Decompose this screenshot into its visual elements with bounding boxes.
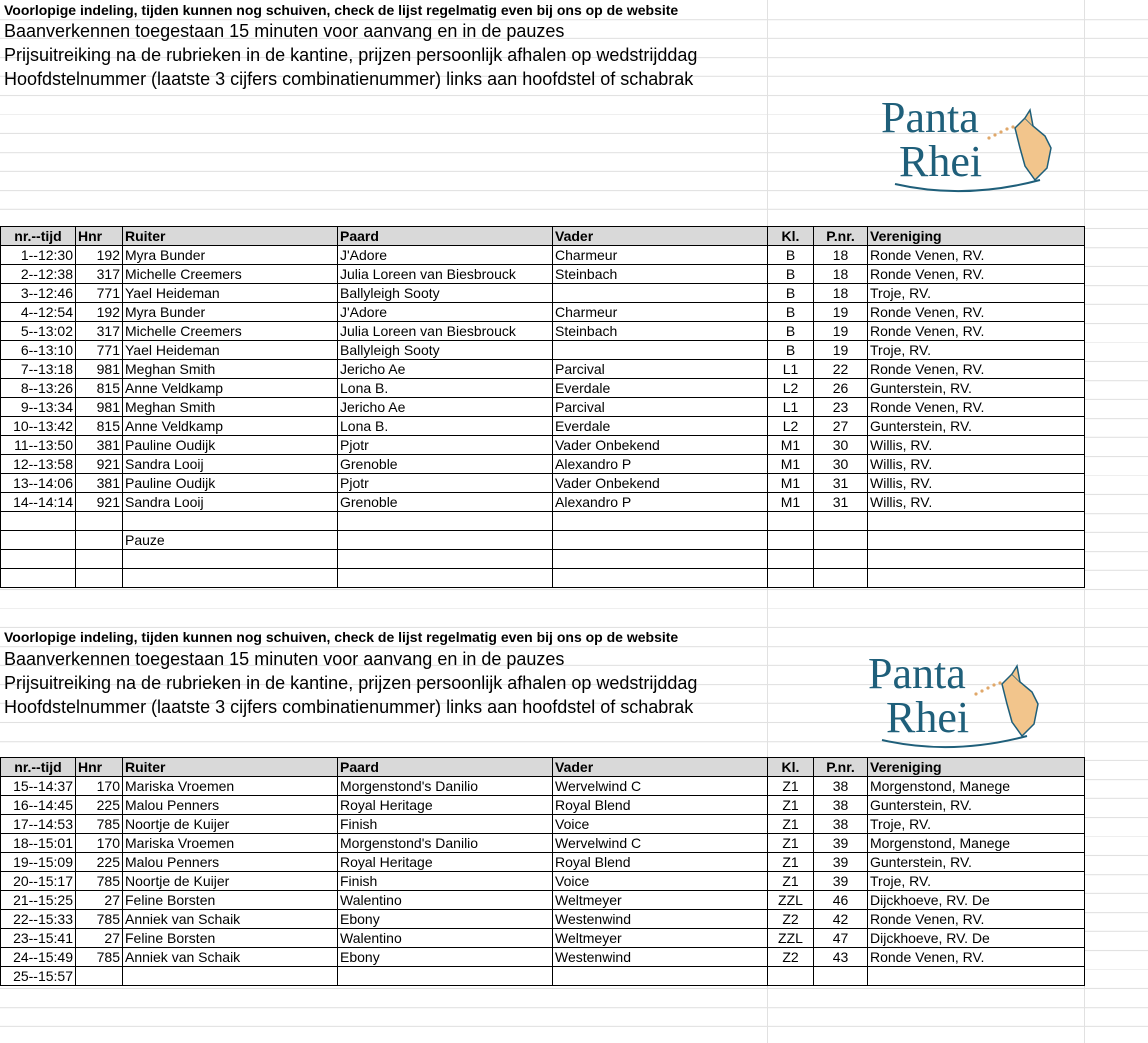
cell-paard — [338, 569, 553, 588]
cell-nr-tijd: 8--13:26 — [1, 379, 76, 398]
cell-nr-tijd — [1, 569, 76, 588]
logo-word-panta: Panta — [881, 93, 979, 142]
cell-klasse: Z1 — [768, 796, 814, 815]
cell-proefnummer: 30 — [814, 455, 868, 474]
cell-ruiter: Meghan Smith — [123, 398, 338, 417]
cell-paard: Walentino — [338, 891, 553, 910]
cell-proefnummer — [814, 550, 868, 569]
cell-hnr: 192 — [76, 246, 123, 265]
cell-paard: Pjotr — [338, 474, 553, 493]
cell-vader: Vader Onbekend — [553, 436, 768, 455]
cell-vader: Voice — [553, 872, 768, 891]
cell-proefnummer: 27 — [814, 417, 868, 436]
cell-klasse — [768, 967, 814, 986]
cell-paard: Finish — [338, 815, 553, 834]
cell-vader: Charmeur — [553, 303, 768, 322]
table-row — [1, 284, 1085, 303]
cell-vader — [553, 512, 768, 531]
cell-proefnummer: 19 — [814, 303, 868, 322]
table-row — [1, 815, 1085, 834]
table-row — [1, 455, 1085, 474]
cell-vereniging: Dijckhoeve, RV. De — [868, 891, 1085, 910]
cell-ruiter: Mariska Vroemen — [123, 834, 338, 853]
cell-proefnummer: 18 — [814, 246, 868, 265]
table-row — [1, 379, 1085, 398]
cell-proefnummer: 30 — [814, 436, 868, 455]
cell-ruiter: Anne Veldkamp — [123, 417, 338, 436]
cell-vader: Weltmeyer — [553, 929, 768, 948]
cell-vereniging: Troje, RV. — [868, 284, 1085, 303]
cell-paard: Ebony — [338, 948, 553, 967]
cell-paard: Jericho Ae — [338, 360, 553, 379]
panta-rhei-logo — [875, 88, 1065, 193]
cell-nr-tijd: 15--14:37 — [1, 777, 76, 796]
cell-ruiter: Noortje de Kuijer — [123, 872, 338, 891]
header-row — [1, 758, 1085, 777]
cell-klasse: M1 — [768, 493, 814, 512]
cell-hnr — [76, 550, 123, 569]
cell-hnr: 815 — [76, 379, 123, 398]
cell-klasse: L2 — [768, 417, 814, 436]
table-row — [1, 322, 1085, 341]
column-header-paard: Paard — [338, 758, 553, 777]
cell-vereniging — [868, 550, 1085, 569]
cell-proefnummer: 26 — [814, 379, 868, 398]
cell-nr-tijd: 11--13:50 — [1, 436, 76, 455]
cell-ruiter: Myra Bunder — [123, 303, 338, 322]
cell-vader: Parcival — [553, 398, 768, 417]
cell-paard: Royal Heritage — [338, 853, 553, 872]
cell-vereniging: Morgenstond, Manege — [868, 834, 1085, 853]
cell-hnr: 225 — [76, 853, 123, 872]
cell-paard: Ebony — [338, 910, 553, 929]
cell-vereniging: Gunterstein, RV. — [868, 796, 1085, 815]
cell-proefnummer: 39 — [814, 834, 868, 853]
cell-nr-tijd: 16--14:45 — [1, 796, 76, 815]
cell-klasse: Z1 — [768, 872, 814, 891]
cell-vereniging: Ronde Venen, RV. — [868, 246, 1085, 265]
table-row — [1, 265, 1085, 284]
cell-proefnummer: 42 — [814, 910, 868, 929]
cell-vader: Vader Onbekend — [553, 474, 768, 493]
cell-ruiter: Feline Borsten — [123, 891, 338, 910]
cell-klasse: B — [768, 246, 814, 265]
cell-vader: Weltmeyer — [553, 891, 768, 910]
panta-rhei-logo — [862, 644, 1052, 749]
cell-ruiter — [123, 550, 338, 569]
table-row — [1, 531, 1085, 550]
info-line-2: Prijsuitreiking na de rubrieken in de kantine, prijzen persoonlijk afhalen op wedstrijddag — [4, 45, 698, 65]
column-header-vader: Vader — [553, 758, 768, 777]
schedule-table-1 — [0, 226, 1085, 588]
cell-nr-tijd: 21--15:25 — [1, 891, 76, 910]
cell-hnr: 317 — [76, 322, 123, 341]
cell-paard — [338, 967, 553, 986]
column-header-hnr: Hnr — [76, 227, 123, 246]
cell-vader: Westenwind — [553, 910, 768, 929]
cell-paard — [338, 512, 553, 531]
cell-paard: Walentino — [338, 929, 553, 948]
cell-ruiter — [123, 512, 338, 531]
info-line-3: Hoofdstelnummer (laatste 3 cijfers combinatienummer) links aan hoofdstel of schabrak — [4, 697, 694, 717]
schedule-table-2 — [0, 757, 1085, 986]
info-line-2: Prijsuitreiking na de rubrieken in de kantine, prijzen persoonlijk afhalen op wedstrijddag — [4, 673, 698, 693]
cell-vereniging: Gunterstein, RV. — [868, 379, 1085, 398]
cell-proefnummer: 38 — [814, 777, 868, 796]
column-header-klasse: Kl. — [768, 227, 814, 246]
cell-proefnummer: 39 — [814, 853, 868, 872]
table-row — [1, 246, 1085, 265]
cell-proefnummer: 22 — [814, 360, 868, 379]
cell-vereniging: Morgenstond, Manege — [868, 777, 1085, 796]
cell-proefnummer: 19 — [814, 322, 868, 341]
cell-klasse: Z1 — [768, 853, 814, 872]
cell-hnr: 27 — [76, 929, 123, 948]
info-line-3: Hoofdstelnummer (laatste 3 cijfers combinatienummer) links aan hoofdstel of schabrak — [4, 69, 694, 89]
cell-paard: Morgenstond's Danilio — [338, 834, 553, 853]
column-header-vereniging: Vereniging — [868, 227, 1085, 246]
cell-ruiter: Yael Heideman — [123, 341, 338, 360]
cell-paard: Julia Loreen van Biesbrouck — [338, 322, 553, 341]
cell-nr-tijd: 25--15:57 — [1, 967, 76, 986]
cell-nr-tijd: 5--13:02 — [1, 322, 76, 341]
cell-vader — [553, 967, 768, 986]
cell-vader: Alexandro P — [553, 493, 768, 512]
column-header-vader: Vader — [553, 227, 768, 246]
cell-proefnummer: 47 — [814, 929, 868, 948]
cell-paard: J'Adore — [338, 246, 553, 265]
cell-hnr: 170 — [76, 834, 123, 853]
cell-vader — [553, 341, 768, 360]
cell-ruiter: Malou Penners — [123, 796, 338, 815]
cell-klasse: Z1 — [768, 815, 814, 834]
table-row — [1, 853, 1085, 872]
cell-vader: Parcival — [553, 360, 768, 379]
cell-hnr — [76, 967, 123, 986]
cell-klasse — [768, 550, 814, 569]
cell-hnr — [76, 512, 123, 531]
cell-ruiter: Anniek van Schaik — [123, 948, 338, 967]
cell-klasse: B — [768, 303, 814, 322]
cell-vader: Steinbach — [553, 322, 768, 341]
cell-vereniging: Troje, RV. — [868, 815, 1085, 834]
cell-nr-tijd — [1, 512, 76, 531]
cell-ruiter: Noortje de Kuijer — [123, 815, 338, 834]
cell-hnr: 170 — [76, 777, 123, 796]
cell-paard — [338, 550, 553, 569]
cell-nr-tijd: 10--13:42 — [1, 417, 76, 436]
cell-vader: Steinbach — [553, 265, 768, 284]
cell-ruiter: Anniek van Schaik — [123, 910, 338, 929]
cell-nr-tijd: 20--15:17 — [1, 872, 76, 891]
cell-vader — [553, 284, 768, 303]
cell-nr-tijd: 3--12:46 — [1, 284, 76, 303]
cell-ruiter: Malou Penners — [123, 853, 338, 872]
table-row — [1, 929, 1085, 948]
column-header-ruiter: Ruiter — [123, 227, 338, 246]
table-row — [1, 569, 1085, 588]
cell-nr-tijd: 1--12:30 — [1, 246, 76, 265]
logo-word-rhei: Rhei — [899, 137, 983, 186]
cell-vereniging: Dijckhoeve, RV. De — [868, 929, 1085, 948]
table-row — [1, 303, 1085, 322]
cell-nr-tijd: 7--13:18 — [1, 360, 76, 379]
cell-paard: Lona B. — [338, 417, 553, 436]
cell-vereniging: Ronde Venen, RV. — [868, 398, 1085, 417]
cell-klasse — [768, 531, 814, 550]
cell-klasse: B — [768, 284, 814, 303]
cell-proefnummer: 46 — [814, 891, 868, 910]
cell-proefnummer — [814, 512, 868, 531]
cell-hnr: 921 — [76, 455, 123, 474]
cell-nr-tijd: 13--14:06 — [1, 474, 76, 493]
cell-klasse — [768, 569, 814, 588]
cell-paard: Jericho Ae — [338, 398, 553, 417]
cell-paard: Ballyleigh Sooty — [338, 341, 553, 360]
cell-nr-tijd: 19--15:09 — [1, 853, 76, 872]
notice-heading: Voorlopige indeling, tijden kunnen nog schuiven, check de lijst regelmatig even bij ons op de website — [4, 2, 679, 18]
cell-vader: Voice — [553, 815, 768, 834]
cell-nr-tijd: 17--14:53 — [1, 815, 76, 834]
cell-ruiter — [123, 569, 338, 588]
cell-paard: Grenoble — [338, 455, 553, 474]
cell-ruiter: Myra Bunder — [123, 246, 338, 265]
cell-hnr — [76, 569, 123, 588]
cell-vereniging: Willis, RV. — [868, 474, 1085, 493]
cell-hnr — [76, 531, 123, 550]
cell-ruiter: Sandra Looij — [123, 455, 338, 474]
cell-vader — [553, 531, 768, 550]
table-row — [1, 777, 1085, 796]
cell-ruiter: Anne Veldkamp — [123, 379, 338, 398]
column-header-proefnummer: P.nr. — [814, 227, 868, 246]
cell-klasse: B — [768, 322, 814, 341]
cell-paard: Pjotr — [338, 436, 553, 455]
column-header-ruiter: Ruiter — [123, 758, 338, 777]
cell-nr-tijd: 23--15:41 — [1, 929, 76, 948]
cell-nr-tijd: 2--12:38 — [1, 265, 76, 284]
cell-ruiter: Sandra Looij — [123, 493, 338, 512]
cell-klasse: Z1 — [768, 777, 814, 796]
cell-proefnummer: 43 — [814, 948, 868, 967]
cell-paard: Julia Loreen van Biesbrouck — [338, 265, 553, 284]
cell-vereniging: Gunterstein, RV. — [868, 417, 1085, 436]
cell-nr-tijd — [1, 531, 76, 550]
cell-proefnummer: 31 — [814, 493, 868, 512]
cell-proefnummer: 23 — [814, 398, 868, 417]
cell-ruiter: Michelle Creemers — [123, 265, 338, 284]
cell-klasse: Z2 — [768, 910, 814, 929]
table-row — [1, 493, 1085, 512]
cell-paard: Morgenstond's Danilio — [338, 777, 553, 796]
table-row — [1, 341, 1085, 360]
cell-paard: Lona B. — [338, 379, 553, 398]
cell-vader: Royal Blend — [553, 796, 768, 815]
table-row — [1, 474, 1085, 493]
column-header-vereniging: Vereniging — [868, 758, 1085, 777]
cell-hnr: 381 — [76, 436, 123, 455]
cell-ruiter: Meghan Smith — [123, 360, 338, 379]
cell-klasse: L1 — [768, 398, 814, 417]
cell-hnr: 27 — [76, 891, 123, 910]
table-row — [1, 967, 1085, 986]
cell-vereniging: Willis, RV. — [868, 436, 1085, 455]
cell-vader: Wervelwind C — [553, 834, 768, 853]
cell-nr-tijd: 18--15:01 — [1, 834, 76, 853]
cell-paard — [338, 531, 553, 550]
info-line-1: Baanverkennen toegestaan 15 minuten voor aanvang en in de pauzes — [4, 21, 565, 41]
cell-paard: Royal Heritage — [338, 796, 553, 815]
table-row — [1, 872, 1085, 891]
cell-vader: Charmeur — [553, 246, 768, 265]
table-row — [1, 512, 1085, 531]
cell-nr-tijd: 22--15:33 — [1, 910, 76, 929]
cell-hnr: 785 — [76, 948, 123, 967]
cell-hnr: 785 — [76, 872, 123, 891]
table-row — [1, 834, 1085, 853]
cell-ruiter — [123, 967, 338, 986]
header-row — [1, 227, 1085, 246]
cell-nr-tijd: 14--14:14 — [1, 493, 76, 512]
table-row — [1, 948, 1085, 967]
cell-nr-tijd: 24--15:49 — [1, 948, 76, 967]
cell-vereniging: Troje, RV. — [868, 872, 1085, 891]
notice-heading: Voorlopige indeling, tijden kunnen nog schuiven, check de lijst regelmatig even bij ons op de website — [4, 629, 679, 645]
cell-klasse: Z2 — [768, 948, 814, 967]
cell-nr-tijd: 6--13:10 — [1, 341, 76, 360]
cell-vereniging — [868, 569, 1085, 588]
cell-vader — [553, 569, 768, 588]
cell-proefnummer — [814, 531, 868, 550]
table-row — [1, 360, 1085, 379]
cell-vereniging — [868, 512, 1085, 531]
column-header-paard: Paard — [338, 227, 553, 246]
cell-paard: Grenoble — [338, 493, 553, 512]
cell-klasse: B — [768, 265, 814, 284]
cell-vader: Alexandro P — [553, 455, 768, 474]
table-row — [1, 550, 1085, 569]
cell-hnr: 785 — [76, 815, 123, 834]
table-row — [1, 910, 1085, 929]
cell-vereniging: Ronde Venen, RV. — [868, 322, 1085, 341]
cell-vereniging — [868, 967, 1085, 986]
cell-vader: Everdale — [553, 417, 768, 436]
cell-ruiter: Feline Borsten — [123, 929, 338, 948]
column-header-klasse: Kl. — [768, 758, 814, 777]
cell-vereniging: Ronde Venen, RV. — [868, 303, 1085, 322]
cell-hnr: 381 — [76, 474, 123, 493]
cell-klasse: L1 — [768, 360, 814, 379]
cell-vader: Everdale — [553, 379, 768, 398]
cell-hnr: 981 — [76, 398, 123, 417]
cell-hnr: 785 — [76, 910, 123, 929]
cell-vader: Wervelwind C — [553, 777, 768, 796]
cell-klasse: L2 — [768, 379, 814, 398]
table-row — [1, 436, 1085, 455]
cell-ruiter: Michelle Creemers — [123, 322, 338, 341]
cell-klasse: M1 — [768, 455, 814, 474]
cell-vereniging: Troje, RV. — [868, 341, 1085, 360]
table-row — [1, 891, 1085, 910]
cell-proefnummer: 38 — [814, 815, 868, 834]
cell-vereniging: Ronde Venen, RV. — [868, 910, 1085, 929]
column-header-hnr: Hnr — [76, 758, 123, 777]
cell-hnr: 921 — [76, 493, 123, 512]
cell-klasse — [768, 512, 814, 531]
cell-nr-tijd: 9--13:34 — [1, 398, 76, 417]
cell-vader: Westenwind — [553, 948, 768, 967]
cell-hnr: 981 — [76, 360, 123, 379]
cell-vader: Royal Blend — [553, 853, 768, 872]
cell-nr-tijd — [1, 550, 76, 569]
cell-ruiter: Pauline Oudijk — [123, 436, 338, 455]
cell-vereniging: Ronde Venen, RV. — [868, 360, 1085, 379]
cell-klasse: ZZL — [768, 891, 814, 910]
cell-proefnummer: 18 — [814, 265, 868, 284]
cell-klasse: ZZL — [768, 929, 814, 948]
logo-word-panta: Panta — [868, 649, 966, 698]
cell-paard: Finish — [338, 872, 553, 891]
cell-hnr: 771 — [76, 284, 123, 303]
panta-rhei-logo-image — [875, 88, 1065, 193]
cell-vereniging: Ronde Venen, RV. — [868, 265, 1085, 284]
cell-klasse: Z1 — [768, 834, 814, 853]
cell-hnr: 317 — [76, 265, 123, 284]
column-header-nr-tijd: nr.--tijd — [1, 758, 76, 777]
cell-hnr: 815 — [76, 417, 123, 436]
cell-nr-tijd: 12--13:58 — [1, 455, 76, 474]
cell-proefnummer: 19 — [814, 341, 868, 360]
info-line-1: Baanverkennen toegestaan 15 minuten voor aanvang en in de pauzes — [4, 649, 565, 669]
cell-proefnummer: 39 — [814, 872, 868, 891]
cell-vereniging: Ronde Venen, RV. — [868, 948, 1085, 967]
cell-hnr: 192 — [76, 303, 123, 322]
cell-proefnummer — [814, 967, 868, 986]
cell-klasse: B — [768, 341, 814, 360]
cell-nr-tijd: 4--12:54 — [1, 303, 76, 322]
cell-ruiter: Mariska Vroemen — [123, 777, 338, 796]
cell-proefnummer: 38 — [814, 796, 868, 815]
cell-hnr: 771 — [76, 341, 123, 360]
table-row — [1, 796, 1085, 815]
cell-vereniging: Willis, RV. — [868, 493, 1085, 512]
cell-vereniging: Willis, RV. — [868, 455, 1085, 474]
cell-klasse: M1 — [768, 436, 814, 455]
cell-proefnummer: 18 — [814, 284, 868, 303]
cell-paard: J'Adore — [338, 303, 553, 322]
logo-word-rhei: Rhei — [886, 693, 970, 742]
cell-vader — [553, 550, 768, 569]
cell-ruiter: Pauline Oudijk — [123, 474, 338, 493]
column-header-proefnummer: P.nr. — [814, 758, 868, 777]
cell-ruiter: Pauze — [123, 531, 338, 550]
table-row — [1, 398, 1085, 417]
cell-vereniging: Gunterstein, RV. — [868, 853, 1085, 872]
cell-vereniging — [868, 531, 1085, 550]
cell-proefnummer: 31 — [814, 474, 868, 493]
panta-rhei-logo-image — [862, 644, 1052, 749]
cell-paard: Ballyleigh Sooty — [338, 284, 553, 303]
column-header-nr-tijd: nr.--tijd — [1, 227, 76, 246]
table-row — [1, 417, 1085, 436]
cell-proefnummer — [814, 569, 868, 588]
cell-hnr: 225 — [76, 796, 123, 815]
cell-ruiter: Yael Heideman — [123, 284, 338, 303]
cell-klasse: M1 — [768, 474, 814, 493]
